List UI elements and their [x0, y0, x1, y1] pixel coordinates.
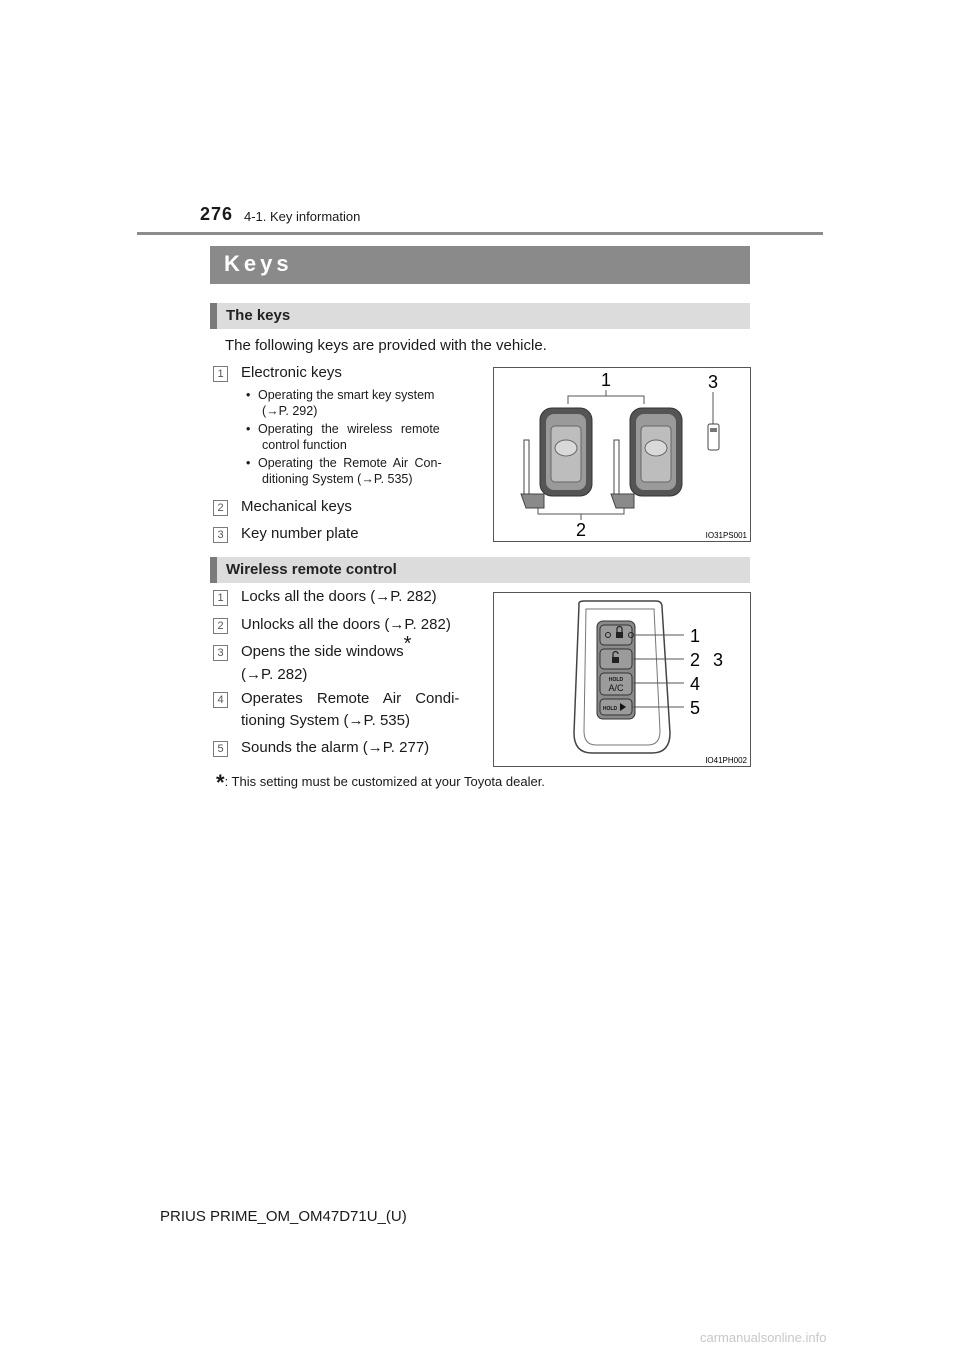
- keys-figure: [493, 367, 751, 542]
- item-number-icon: 1: [213, 590, 228, 606]
- electronic-key-right: [630, 408, 682, 496]
- electronic-key-left: [540, 408, 592, 496]
- figure-code: IO41PH002: [705, 756, 747, 765]
- item-number-icon: 4: [213, 692, 228, 708]
- remote-item-windows: Opens the side windows*: [241, 633, 412, 660]
- document-footer: PRIUS PRIME_OM_OM47D71U_(U): [160, 1208, 407, 1225]
- keys-intro: The following keys are provided with the vehicle.: [225, 337, 547, 354]
- subheading-the-keys: [210, 303, 750, 329]
- subheading-marker: [210, 303, 217, 329]
- figure-callout: 2: [689, 650, 701, 670]
- hold-label: HOLD: [608, 677, 624, 683]
- keys-illustration: [494, 368, 750, 541]
- page-title: Keys: [224, 251, 293, 276]
- watermark: carmanualsonline.info: [700, 1330, 827, 1345]
- section-reference: 4-1. Key information: [244, 209, 361, 224]
- subheading-label: Wireless remote control: [226, 561, 397, 578]
- remote-item-lock: Locks all the doors (→P. 282): [241, 588, 437, 605]
- ac-label: A/C: [608, 683, 624, 693]
- remote-figure: [493, 592, 751, 767]
- figure-callout: 1: [689, 626, 701, 646]
- keys-item-mechanical: Mechanical keys: [241, 498, 352, 515]
- remote-item-unlock: Unlocks all the doors (→P. 282): [241, 616, 451, 633]
- bullet-item: • Operating the smart key system (→P. 292): [246, 388, 435, 418]
- remote-item-alarm: Sounds the alarm (→P. 277): [241, 739, 430, 756]
- item-number-icon: 5: [213, 741, 228, 757]
- figure-callout: 2: [575, 520, 587, 540]
- item-number-icon: 1: [213, 366, 228, 382]
- remote-item-air-con: Operates Remote Air Condi-: [241, 690, 460, 707]
- figure-callout: 5: [689, 698, 701, 718]
- page-number: 276: [200, 204, 234, 224]
- asterisk-marker: *: [403, 633, 412, 655]
- figure-callout: 1: [600, 370, 612, 390]
- bullet-item: • Operating the wireless remote control function: [246, 422, 440, 452]
- subheading-wireless-remote: [210, 557, 750, 583]
- footnote-marker: *: [216, 770, 225, 795]
- item-number-icon: 3: [213, 527, 228, 543]
- item-number-icon: 2: [213, 618, 228, 634]
- figure-callout: 3: [707, 372, 719, 392]
- keys-item-electronic: Electronic keys: [241, 364, 342, 381]
- figure-callout: 3: [712, 650, 724, 670]
- bullet-item: • Operating the Remote Air Con- ditioning System (→P. 535): [246, 456, 442, 486]
- key-number-plate: [708, 424, 719, 450]
- header-divider: [137, 232, 823, 235]
- remote-item-windows-ref: (→P. 282): [241, 666, 308, 683]
- remote-illustration: [494, 593, 750, 766]
- footnote: [216, 770, 545, 796]
- subheading-marker: [210, 557, 217, 583]
- hold-label: HOLD: [602, 706, 618, 712]
- page-title-bar: [210, 246, 750, 284]
- figure-callout: 4: [689, 674, 701, 694]
- item-number-icon: 2: [213, 500, 228, 516]
- subheading-label: The keys: [226, 307, 291, 324]
- bullet-list: [246, 387, 442, 487]
- remote-item-air-con-line2: tioning System (→P. 535): [241, 712, 410, 729]
- keys-item-number-plate: Key number plate: [241, 525, 359, 542]
- figure-code: IO31PS001: [705, 531, 747, 540]
- item-number-icon: 3: [213, 645, 228, 661]
- footnote-text: : This setting must be customized at your Toyota dealer.: [224, 774, 545, 789]
